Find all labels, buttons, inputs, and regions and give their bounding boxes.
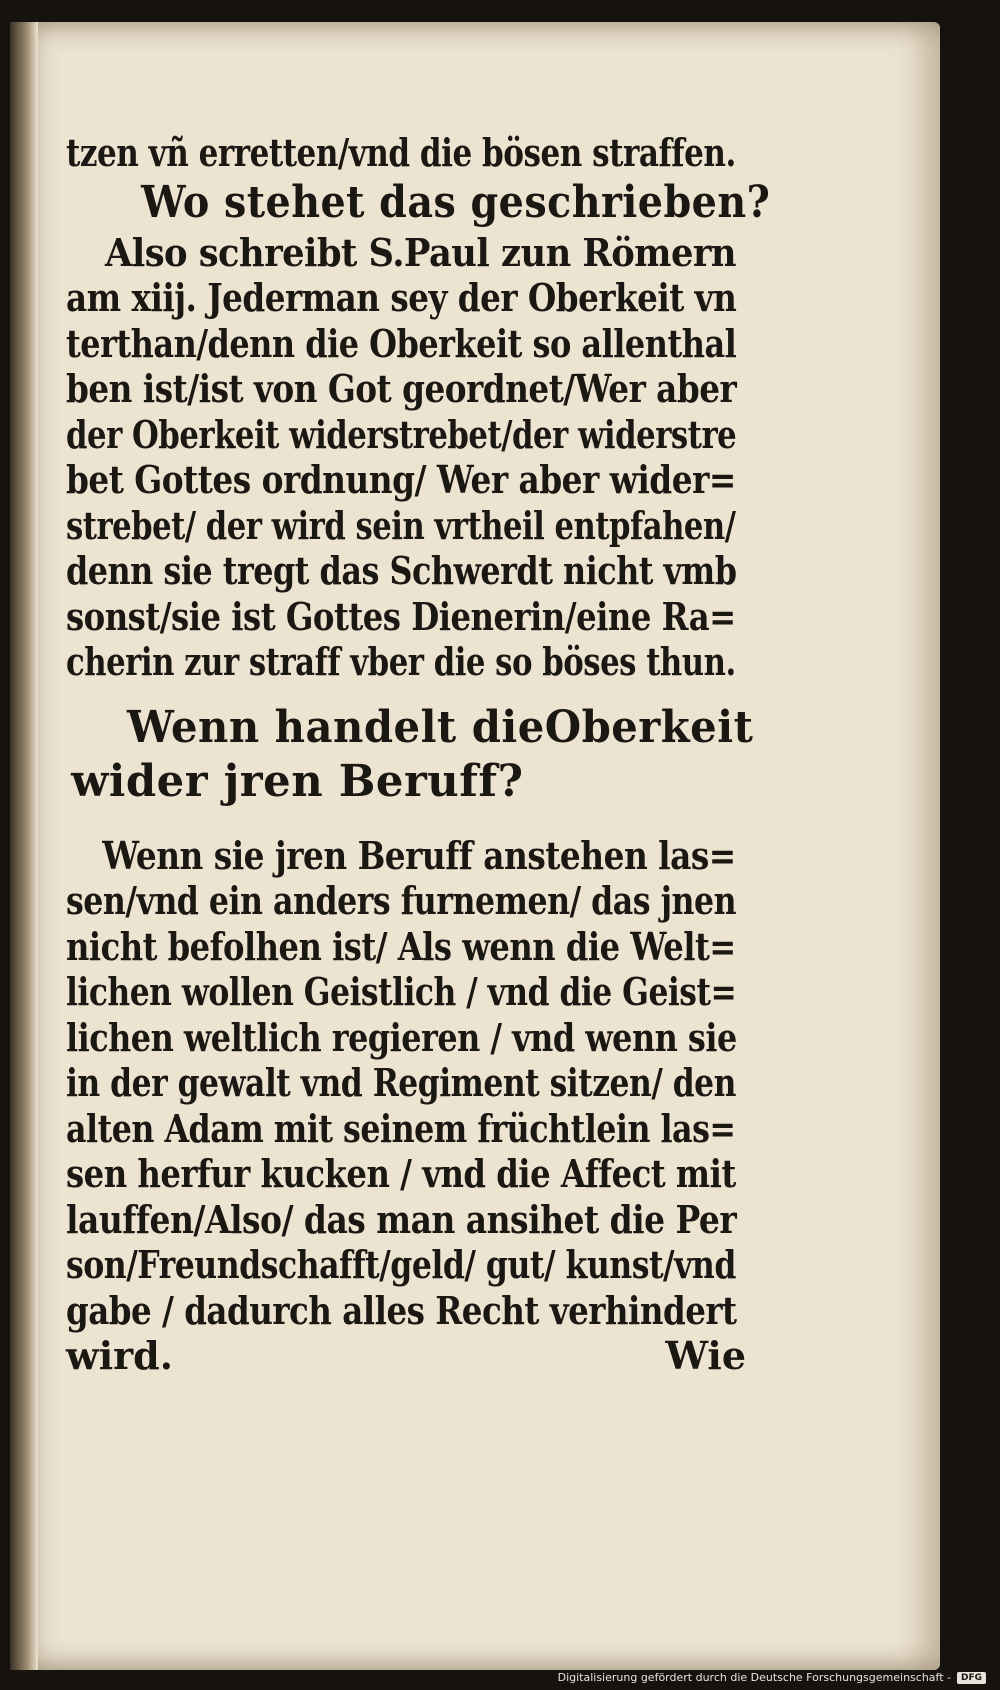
- text-line: cherin zur straff vber die so böses thun.: [66, 639, 736, 684]
- text-line: sonst/sie ist Gottes Dienerin/eine Ra=: [66, 593, 736, 639]
- page-text: [66, 130, 771, 1379]
- text-line: sen herfur kucken / vnd die Affect mit: [66, 1151, 736, 1196]
- text-line: tzen vñ erretten/vnd die bösen straffen.: [66, 130, 736, 175]
- text-line: am xiij. Jederman sey der Oberkeit vn: [66, 275, 737, 320]
- text-line: denn sie tregt das Schwerdt nicht vmb: [66, 548, 737, 593]
- section-heading: Wo stehet das geschrieben?: [141, 176, 771, 228]
- text-line: bet Gottes ordnung/ Wer aber wider=: [66, 457, 736, 502]
- last-line-row: [66, 1333, 746, 1379]
- page-gutter: [10, 22, 38, 1670]
- section-heading: Wenn handelt dieOberkeit: [126, 701, 754, 753]
- dfg-logo: DFG: [957, 1672, 986, 1684]
- text-line: terthan/denn die Oberkeit so allenthal: [66, 320, 737, 366]
- credit-text: Digitalisierung gefördert durch die Deutsche Forschungsgemeinschaft -: [557, 1671, 951, 1684]
- text-line: in der gewalt vnd Regiment sitzen/ den: [66, 1060, 736, 1105]
- text-line: wird.: [66, 1333, 173, 1378]
- book-page: [10, 22, 940, 1670]
- digitization-credit: [558, 1671, 986, 1684]
- text-line: nicht befolhen ist/ Als wenn die Welt=: [66, 923, 736, 969]
- section-heading: wider jren Beruff?: [71, 755, 524, 807]
- text-line: alten Adam mit seinem früchtlein las=: [66, 1105, 736, 1151]
- text-line: Wenn sie jren Beruff anstehen las=: [102, 832, 736, 878]
- text-line: lichen wollen Geistlich / vnd die Geist=: [66, 969, 737, 1014]
- text-line: ben ist/ist von Got geordnet/Wer aber: [66, 366, 737, 411]
- text-line: sen/vnd ein anders furnemen/ das jnen: [66, 878, 737, 923]
- text-line: Also schreibt S.Paul zun Römern: [105, 229, 737, 275]
- text-line: lichen weltlich regieren / vnd wenn sie: [66, 1014, 737, 1060]
- text-line: der Oberkeit widerstrebet/der widerstre: [66, 411, 737, 457]
- text-line: lauffen/Also/ das man ansihet die Per: [66, 1196, 737, 1242]
- text-line: strebet/ der wird sein vrtheil entpfahen/: [66, 502, 736, 548]
- catchword: Wie: [665, 1333, 746, 1378]
- text-line: gabe / dadurch alles Recht verhindert: [66, 1287, 737, 1333]
- text-line: son/Freundschafft/geld/ gut/ kunst/vnd: [66, 1242, 736, 1287]
